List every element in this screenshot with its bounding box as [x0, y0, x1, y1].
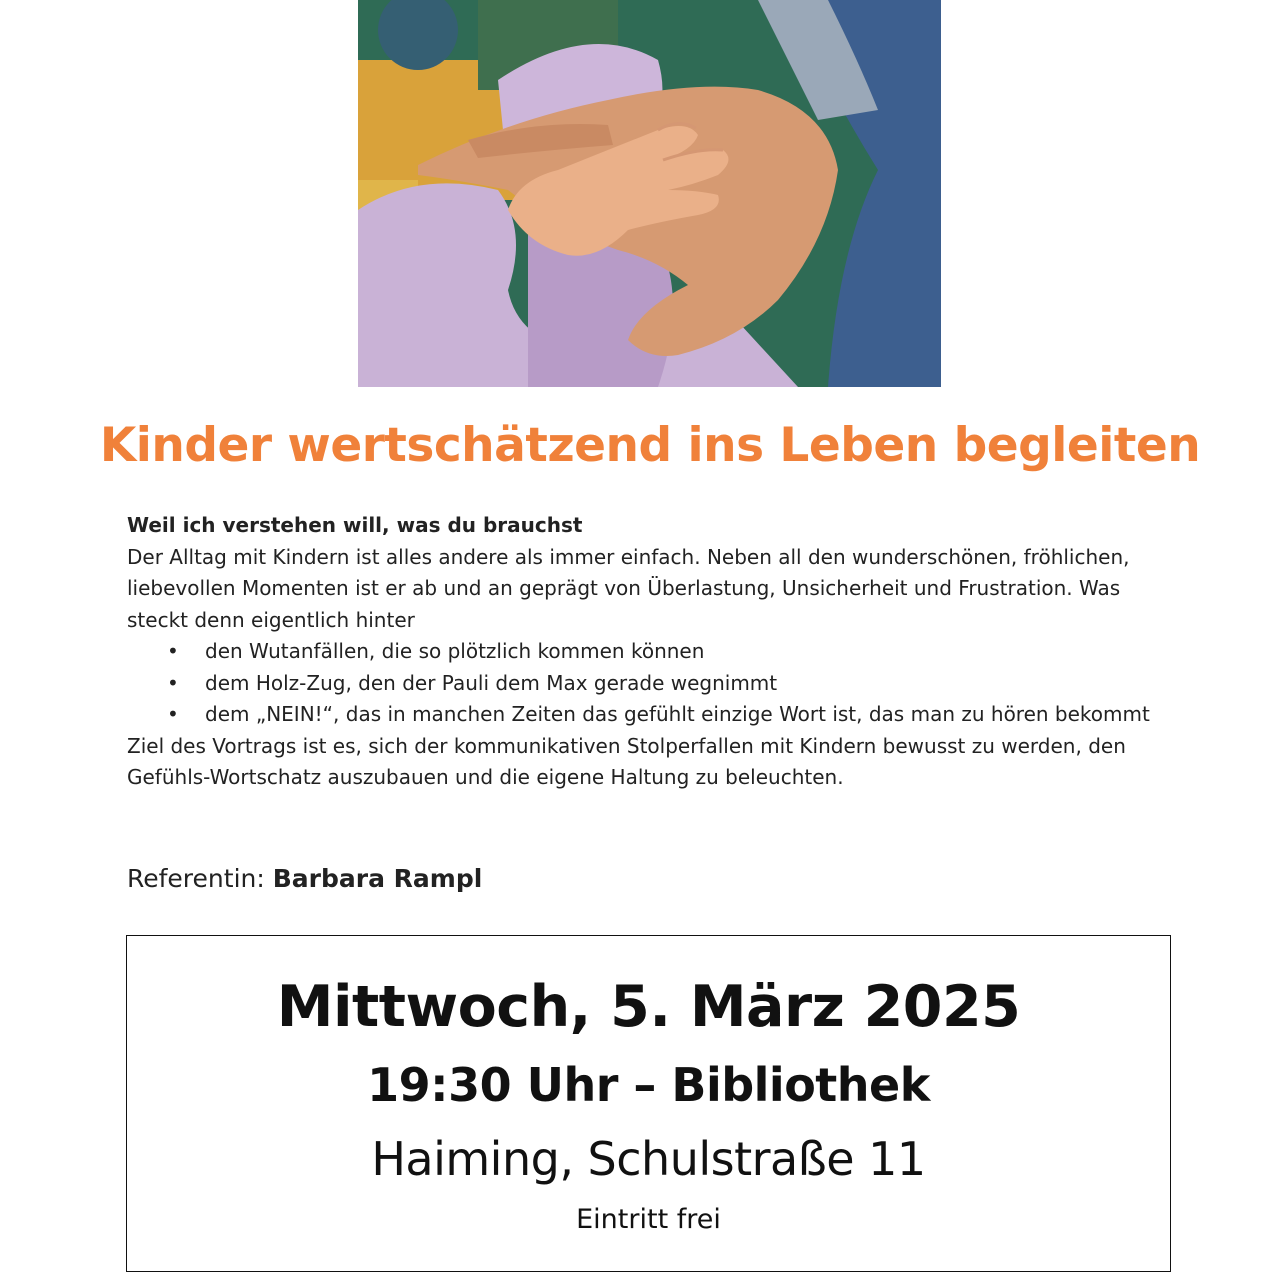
event-fee: Eintritt frei [576, 1204, 721, 1235]
event-date: Mittwoch, 5. März 2025 [276, 974, 1021, 1040]
hands-photo [358, 0, 941, 387]
speaker-line [127, 864, 482, 893]
bullet-list [127, 636, 1173, 731]
speaker-label: Referentin: [127, 864, 265, 893]
conclusion-paragraph: Ziel des Vortrags ist es, sich der kommunikativen Stolperfallen mit Kindern bewusst zu werden, den Gefühls-Wortschatz auszubauen und die eigene Haltung zu beleuchten. [127, 733, 1126, 789]
intro-paragraph: Der Alltag mit Kindern ist alles andere als immer einfach. Neben all den wunderschönen, fröhlichen, liebevollen Momenten ist er ab und an geprägt von Überlastung, Unsicherheit und Frustration. Was steckt denn eigentlich hinter [127, 544, 1130, 632]
list-item [127, 699, 1173, 731]
event-info-box [126, 935, 1171, 1272]
list-item [127, 636, 1173, 668]
bullet-icon: • [167, 702, 179, 726]
description [127, 510, 1173, 794]
bullet-icon: • [167, 639, 179, 663]
event-address: Haiming, Schulstraße 11 [371, 1132, 926, 1186]
subtitle: Weil ich verstehen will, was du brauchst [127, 513, 583, 537]
speaker-name: Barbara Rampl [272, 864, 483, 893]
list-item [127, 668, 1173, 700]
list-item-text: dem „NEIN!“, das in manchen Zeiten das gefühlt einzige Wort ist, das man zu hören bekommt [205, 702, 1150, 726]
list-item-text: dem Holz-Zug, den der Pauli dem Max gerade wegnimmt [205, 670, 778, 695]
event-time-place: 19:30 Uhr – Bibliothek [367, 1058, 930, 1112]
page-title: Kinder wertschätzend ins Leben begleiten [99, 418, 1201, 473]
bullet-icon: • [167, 670, 179, 695]
hands-illustration [358, 0, 941, 387]
list-item-text: den Wutanfällen, die so plötzlich kommen können [205, 639, 705, 663]
